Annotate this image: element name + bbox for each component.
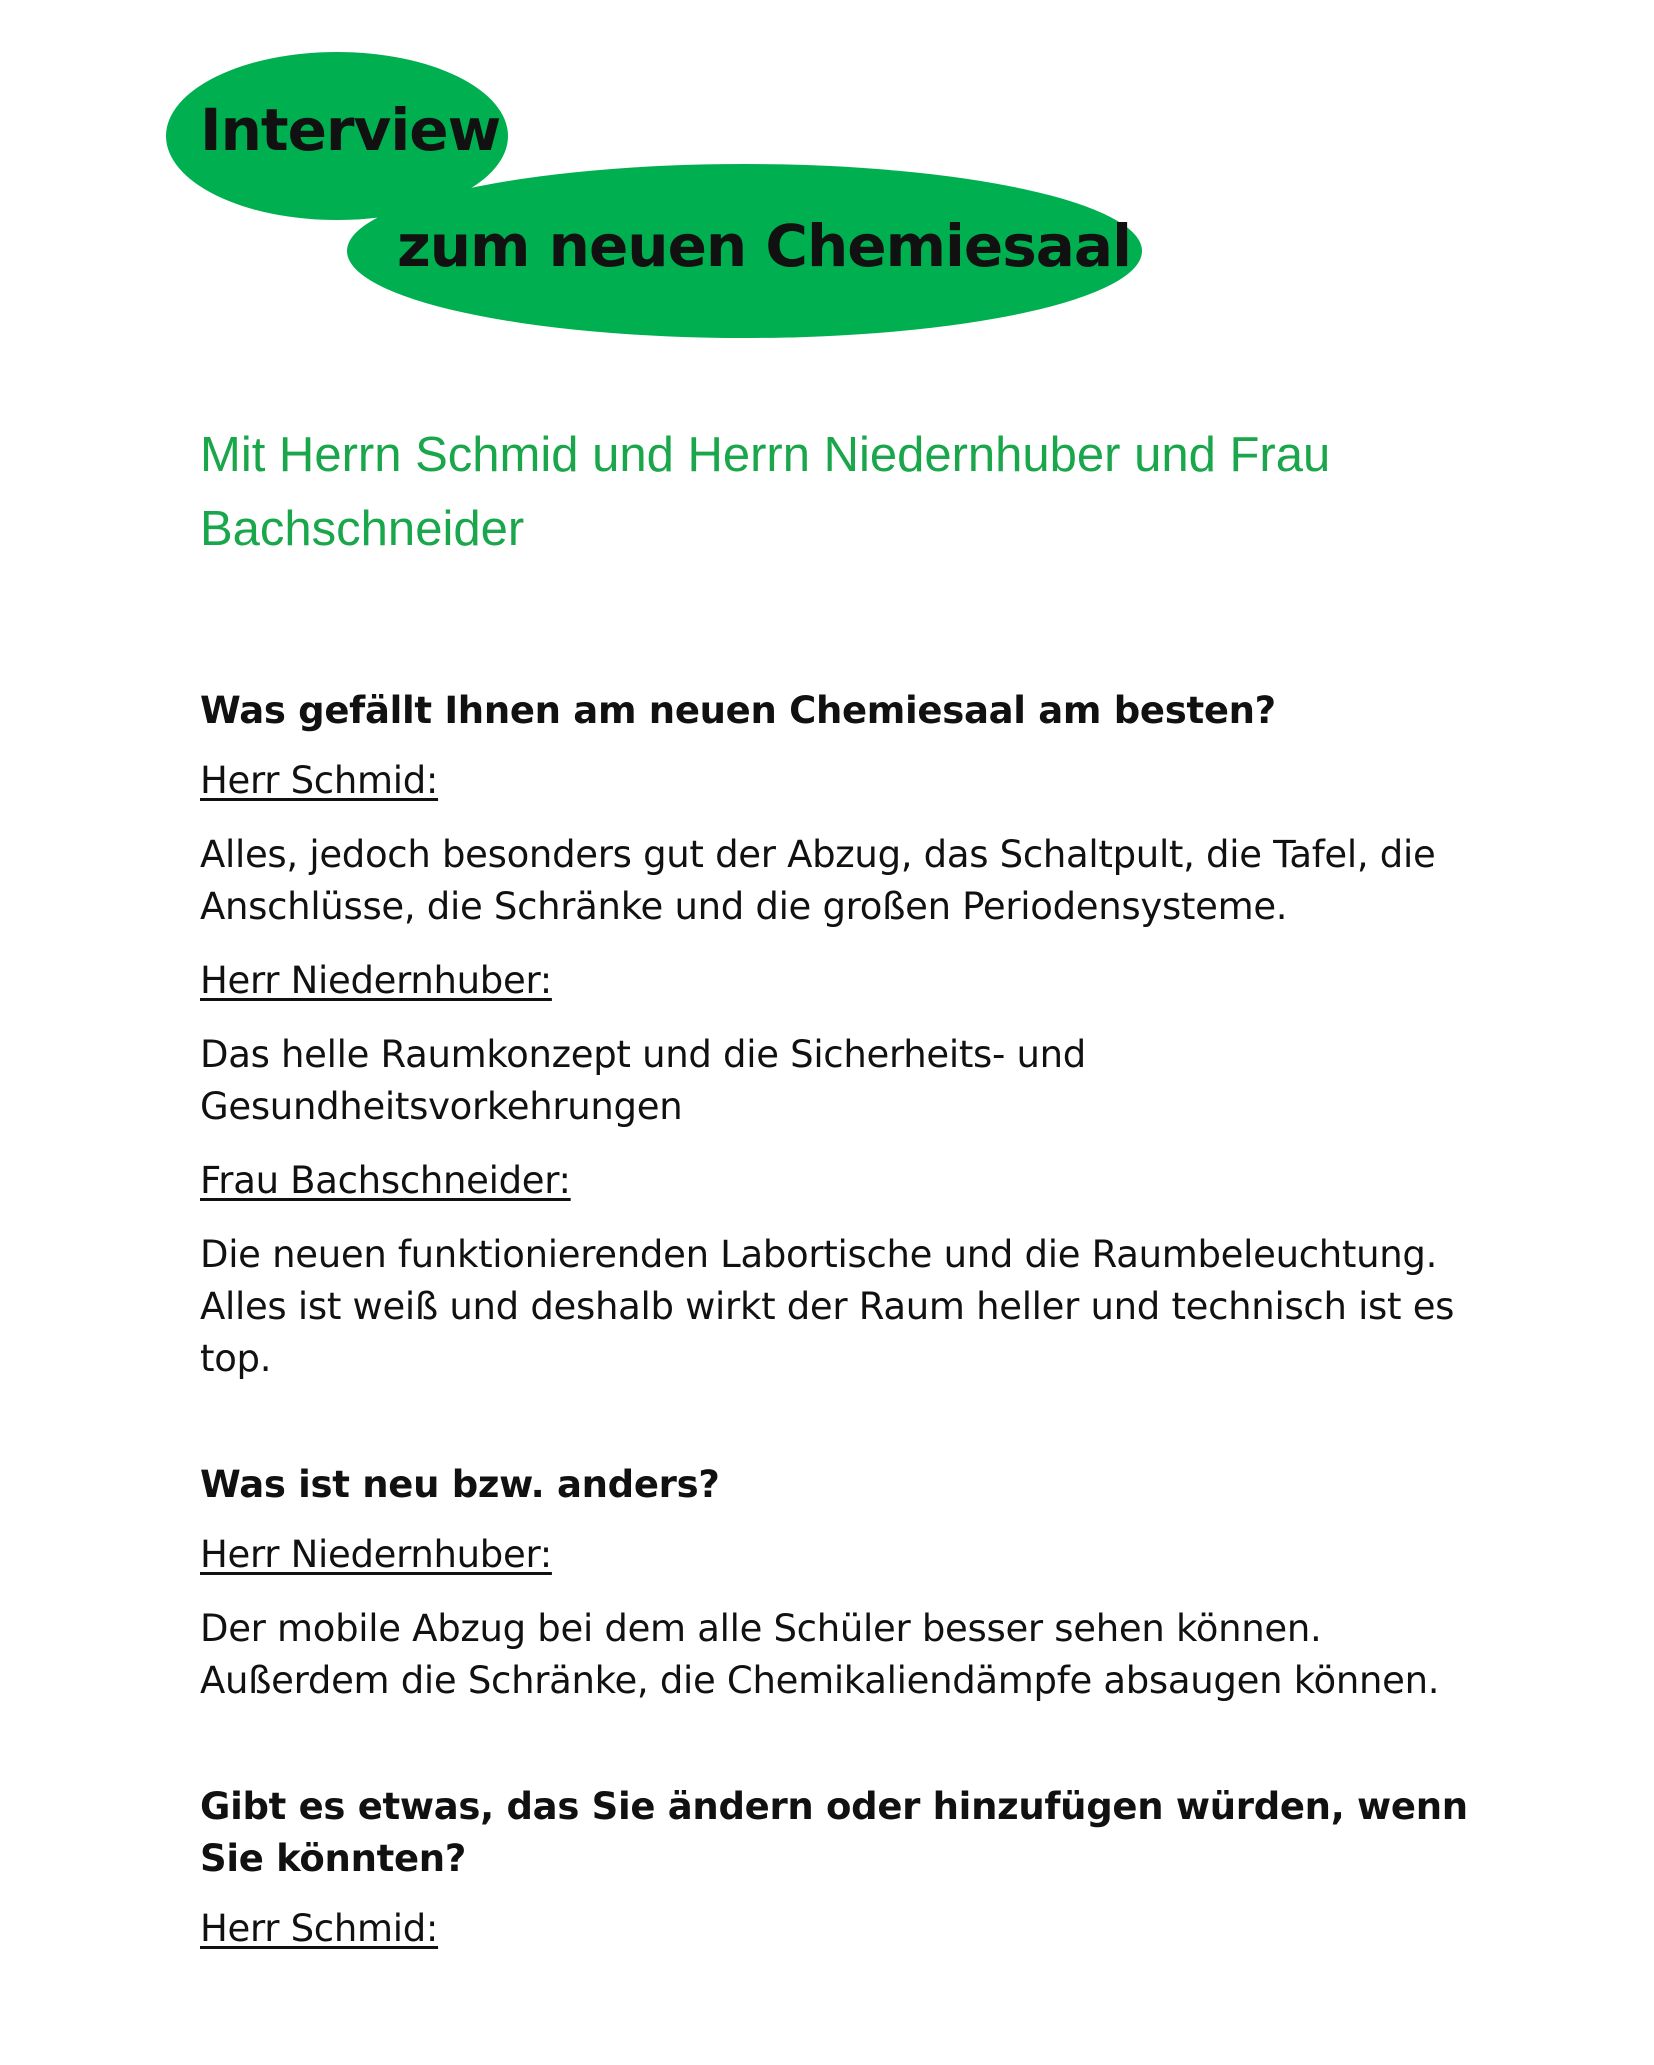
page-title-line-2: zum neuen Chemiesaal xyxy=(397,212,1131,280)
speaker-label: Herr Schmid: xyxy=(200,1907,439,1950)
interview-section xyxy=(200,1781,1500,1955)
interview-subtitle: Mit Herrn Schmid und Herrn Niedernhuber und Frau Bachschneider xyxy=(200,428,1331,556)
answer-text: Alles, jedoch besonders gut der Abzug, das Schaltpult, die Tafel, die Anschlüsse, die Schränke und die großen Periodensysteme. xyxy=(200,833,1436,928)
interview-content xyxy=(200,685,1500,1977)
answer-text: Das helle Raumkonzept und die Sicherheits- und Gesundheitsvorkehrungen xyxy=(200,1033,1086,1128)
question-heading: Gibt es etwas, das Sie ändern oder hinzufügen würden, wenn Sie könnten? xyxy=(200,1785,1468,1880)
answer-text: Die neuen funktionierenden Labortische und die Raumbeleuchtung. Alles ist weiß und deshalb wirkt der Raum heller und technisch ist es top. xyxy=(200,1233,1455,1380)
speaker-label: Frau Bachschneider: xyxy=(200,1159,571,1202)
interview-section xyxy=(200,685,1500,1385)
speaker-label: Herr Niedernhuber: xyxy=(200,1533,552,1576)
page-title-line-1: Interview xyxy=(200,96,501,164)
interview-section xyxy=(200,1459,1500,1707)
question-heading: Was ist neu bzw. anders? xyxy=(200,1463,720,1506)
answer-text: Der mobile Abzug bei dem alle Schüler besser sehen können. Außerdem die Schränke, die Chemikaliendämpfe absaugen können. xyxy=(200,1607,1440,1702)
question-heading: Was gefällt Ihnen am neuen Chemiesaal am besten? xyxy=(200,689,1276,732)
speaker-label: Herr Schmid: xyxy=(200,759,439,802)
speaker-label: Herr Niedernhuber: xyxy=(200,959,552,1002)
